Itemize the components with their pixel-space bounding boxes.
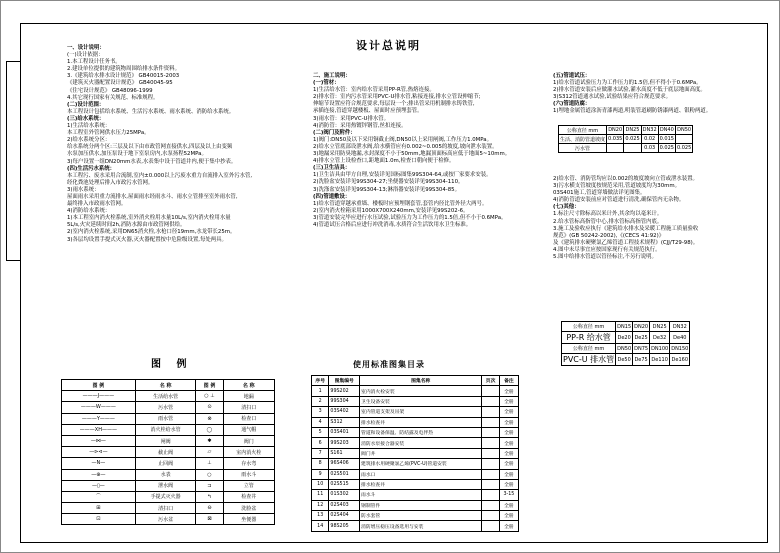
- slope-head-cell: 公称直径 mm: [559, 126, 607, 135]
- legend-name: 室内消火栓: [223, 447, 275, 458]
- legend-head-cell: 名 称: [223, 380, 275, 391]
- std-cell: 13: [312, 511, 329, 521]
- note-line: 2)排水管道安装后应做灌水试验,灌水高度不低于底层地面高度。: [553, 87, 706, 94]
- note-line: 规范》(GB 50242-2002),《(CECS 41:92)》: [553, 232, 665, 239]
- slope-head-cell: DN32: [642, 127, 657, 133]
- legend-name: 检查口: [223, 413, 275, 424]
- pipe-size-cell: De110: [650, 354, 670, 366]
- note-line: (一)设计依据：: [67, 52, 104, 59]
- note-line: 2)室内消火栓系统,采用DN65消火栓,水枪口径19mm,水龙带长25m。: [67, 229, 236, 236]
- pipe-row: [562, 354, 690, 366]
- std-cell: 5: [312, 427, 329, 437]
- std-cell: 卫生设备安装: [360, 396, 482, 406]
- test-notes-column: [553, 73, 711, 116]
- pipe-type-cell: PVC-U 排水管: [563, 355, 615, 364]
- pipe-size-cell: De40: [670, 332, 690, 344]
- std-cell: 全册: [499, 521, 518, 531]
- legend-symbol: —N—: [62, 458, 136, 469]
- legend-symbol: —⊕—: [62, 469, 136, 480]
- section-heading: (四)管道敷设：: [313, 193, 351, 200]
- legend-name: 清扫口: [135, 503, 196, 514]
- std-cell: [482, 479, 499, 489]
- note-line: 3)地漏采用防臭地漏,水封深度不小于50mm,地漏顶面标高应低于地面5~10mm。: [313, 151, 511, 158]
- note-line: 1)本工程室内消火栓系统,室外消火栓用水量10L/s,室内消火栓用水量: [67, 215, 231, 222]
- legend-symbol: ○ ⊥: [196, 391, 223, 402]
- std-cell: 全册: [499, 396, 518, 406]
- legend-row: [62, 424, 275, 435]
- note-line: 及《建筑排水硬聚氯乙烯管道工程技术规程》(CJJ/T29-98)。: [553, 239, 699, 246]
- legend-symbol: ⊞: [62, 503, 136, 514]
- std-row: [312, 459, 519, 469]
- legend-name: 污水管: [135, 402, 196, 413]
- legend-head-cell: 图 例: [62, 380, 136, 391]
- std-cell: 全册: [499, 438, 518, 448]
- pipe-type-cell: 公称直径 mm: [562, 322, 616, 332]
- std-cell: 99S202: [329, 386, 360, 396]
- slope-cell: 0.03: [641, 144, 658, 153]
- legend-symbol: ⊙: [196, 402, 223, 413]
- note-line: 水泵加压供水,加压泵设于地下室泵房内,水泵扬程52MPa。: [67, 151, 207, 158]
- legend-row: [62, 402, 275, 413]
- std-cell: 全册: [499, 427, 518, 437]
- std-cell: S161: [329, 448, 360, 458]
- slope-head-cell: DN50: [677, 127, 692, 133]
- legend-row: [62, 469, 275, 480]
- std-cell: S312: [329, 417, 360, 427]
- legend-title: 图 例: [151, 359, 193, 370]
- pipe-row: [562, 344, 690, 354]
- std-cell: 全册: [499, 459, 518, 469]
- std-cell: 6: [312, 438, 329, 448]
- std-cell: 03S402: [329, 407, 360, 417]
- note-line: 5.图中给排水管道以管径标注,不另行说明。: [553, 254, 657, 261]
- slope-table: [558, 125, 693, 153]
- section-heading: 二、施工说明：: [313, 73, 351, 79]
- section-heading: (四)生活污水系统：: [67, 165, 116, 172]
- std-cell: [482, 469, 499, 479]
- pipe-size-cell: De75: [633, 354, 650, 366]
- std-cell: [482, 386, 499, 396]
- note-line: 3.施工及验收应执行《建筑给水排水及采暖工程施工质量验收: [553, 225, 699, 232]
- std-cell: 14: [312, 521, 329, 531]
- slope-cell: 0.025: [659, 145, 674, 151]
- std-cell: 9: [312, 469, 329, 479]
- note-line: 伸缩节设置应符合规范要求,每层设一个;排出管采用机制排水铸铁管,: [313, 101, 475, 108]
- legend-symbol: ⊡: [62, 514, 136, 525]
- pipe-size-cell: De50: [616, 354, 633, 366]
- legend-head-cell: 名 称: [135, 380, 196, 391]
- section-heading: (三)给水系统：: [67, 115, 105, 122]
- std-cell: 1: [312, 386, 329, 396]
- legend-row: [62, 480, 275, 491]
- note-line: 3)洗涤盆安装详见99S304-13;淋浴器安装详见99S304-85。: [313, 186, 460, 193]
- legend-symbol: ◯: [196, 424, 223, 435]
- note-line: 1)生活给水系统：: [67, 123, 111, 130]
- pipe-size-cell: De32: [650, 332, 670, 344]
- note-line: 4.其它现行国家有关规范、标准规程。: [67, 94, 159, 101]
- legend-name: 雨水管: [135, 413, 196, 424]
- note-line: 经化粪池处理后排入市政污水管网。: [67, 179, 154, 186]
- note-line: 3)雨水系统：: [67, 186, 100, 193]
- section-heading: (三)卫生洁具：: [313, 165, 351, 172]
- note-line: 《住宅设计规范》 GB48096-1999: [67, 87, 153, 94]
- legend-name: 手提式灭火器: [135, 491, 196, 502]
- std-row: [312, 417, 519, 427]
- slope-cell: 0.02: [641, 135, 658, 144]
- std-cell: 11: [312, 490, 329, 500]
- note-line: 1)生活给水管：室内给水管采用PP-R管,热熔连接。: [313, 87, 435, 94]
- slope-cell: 0.025: [676, 145, 692, 151]
- note-line: 1.本工程设计任务书。: [67, 59, 121, 66]
- note-line: 本工程设计包括给水系统、生活污水系统、雨水系统、消防给水系统。: [67, 108, 235, 115]
- std-cell: 3-15: [499, 490, 518, 500]
- std-cell: [482, 448, 499, 458]
- std-head-row: [312, 376, 519, 386]
- std-cell: 02S403: [329, 500, 360, 510]
- std-cell: 全册: [499, 500, 518, 510]
- std-cell: 消防增压稳压设备选用与安装: [360, 521, 482, 531]
- legend-name: 生活给水管: [135, 391, 196, 402]
- pipe-size-cell: DN25: [650, 322, 670, 332]
- std-cell: 02S515: [329, 479, 360, 489]
- std-cell: 全册: [499, 386, 518, 396]
- note-line: 1)阀门:DN50及以下采用铜截止阀,DN50以上采用闸阀,工作压力1.0MPa。: [313, 136, 492, 143]
- pipe-size-table: [561, 321, 690, 366]
- std-cell: 96S406: [329, 459, 360, 469]
- note-line: 2)排水管：室内污水管采用PVC-U排水管,粘接连接,排水立管设伸缩节;: [313, 94, 481, 101]
- legend-table: [61, 379, 275, 525]
- note-line: 3)各层均设置手提式灭火器,灭火器配置按中危险级设置,每处两具。: [67, 236, 227, 243]
- legend-symbol: ⊐: [196, 480, 223, 491]
- note-line: 3)管道安装完毕应进行水压试验,试验压力为工作压力的1.5倍,但不小于0.6MPa。: [313, 214, 507, 221]
- std-cell: [482, 511, 499, 521]
- std-head-cell: 图集编号: [329, 376, 360, 386]
- legend-symbol: ⌒: [62, 491, 136, 502]
- legend-name: 闸阀: [135, 435, 196, 446]
- slope-head-cell: DN20: [608, 127, 623, 133]
- note-line: 4)消防给水系统：: [67, 208, 111, 215]
- note-line: 03S401施工,管道穿墙做法详见图集。: [553, 190, 646, 197]
- note-line: 4)管道试压合格后应进行冲洗消毒,水质符合生活饮用水卫生标准。: [313, 221, 472, 228]
- pipe-size-cell: DN50: [617, 345, 632, 352]
- legend-name: 立管: [223, 480, 275, 491]
- std-row: [312, 490, 519, 500]
- legend-name: 雨水斗: [223, 469, 275, 480]
- other-notes-column: [553, 176, 698, 261]
- note-line: 3.《建筑给水排水设计规范》 GB40015-2003: [67, 73, 180, 80]
- std-cell: 98S205: [329, 521, 360, 531]
- note-line: 本工程污、废水采用合流制,室内±0.000以上污废水重力自流排入室外污水管,: [67, 172, 253, 179]
- std-cell: [482, 417, 499, 427]
- legend-symbol: ○: [196, 469, 223, 480]
- pipe-type-cell: 公称直径 mm: [562, 344, 616, 354]
- pipe-size-cell: De20: [616, 332, 633, 344]
- std-cell: [482, 500, 499, 510]
- std-cell: 01S302: [329, 490, 360, 500]
- std-cell: [482, 396, 499, 406]
- legend-symbol: —⋈—: [62, 435, 136, 446]
- pipe-size-cell: DN32: [670, 322, 690, 332]
- std-cell: 全册: [499, 417, 518, 427]
- legend-symbol: ↰: [196, 491, 223, 502]
- note-line: 4.图中未尽事宜应按国家现行有关规范执行。: [553, 246, 661, 253]
- std-row: [312, 386, 519, 396]
- legend-symbol: ✱: [196, 435, 223, 446]
- legend-name: 消火栓给水管: [135, 424, 196, 435]
- pipe-size-cell: De160: [670, 354, 690, 366]
- construction-notes-column: [313, 73, 510, 229]
- pipe-size-cell: DN20: [634, 323, 649, 330]
- legend-row: [62, 491, 275, 502]
- section-heading: 一、设计说明：: [67, 45, 105, 51]
- legend-symbol: ▱: [196, 447, 223, 458]
- note-line: 3)雨水管：采用PVC-U排水管。: [313, 115, 390, 122]
- std-row: [312, 427, 519, 437]
- std-cell: 10: [312, 479, 329, 489]
- standards-table: [311, 375, 519, 532]
- std-cell: 全册: [499, 407, 518, 417]
- legend-name: 阀门: [223, 435, 275, 446]
- std-cell: 99S304: [329, 396, 360, 406]
- legend-row: [62, 447, 275, 458]
- std-head-cell: 图集名称: [360, 376, 482, 386]
- legend-head-row: [62, 380, 275, 391]
- slope-cell: [675, 135, 692, 144]
- note-line: 《建筑灭火器配置设计规范》 GB40045-95: [67, 80, 173, 87]
- note-line: 最终排入市政雨水管网。: [67, 201, 127, 208]
- legend-head-cell: 图 例: [196, 380, 223, 391]
- pipe-size-cell: DN75: [634, 345, 649, 352]
- note-line: 1)给水管道穿越承重墙、楼板时应预埋钢套管,套管内径比管外径大两号。: [313, 200, 488, 207]
- section-heading: (五)管道试压：: [553, 73, 591, 79]
- legend-name: 截止阀: [135, 447, 196, 458]
- slope-cell: 0.035: [608, 136, 623, 142]
- legend-name: 污水盆: [135, 514, 196, 525]
- std-cell: 管道和设备保温、防结露及电伴热: [360, 427, 482, 437]
- std-cell: 室内管道支架及吊架: [360, 407, 482, 417]
- std-cell: 3: [312, 407, 329, 417]
- note-line: 给水系统分两个区:三层及以下由市政管网直接供水,四层及以上由变频: [67, 144, 233, 151]
- page-title: 设计总说明: [356, 39, 421, 52]
- note-line: 4)排水立管上设检查口,距地面1.0m,检查口朝向便于检修。: [313, 158, 455, 165]
- legend-name: 坐便器: [223, 514, 275, 525]
- std-cell: [482, 427, 499, 437]
- std-row: [312, 479, 519, 489]
- legend-name: 止回阀: [135, 458, 196, 469]
- std-cell: 7: [312, 448, 329, 458]
- note-line: 承插连接,管道穿越楼板、屋面时应预埋套管。: [313, 108, 423, 115]
- legend-row: [62, 391, 275, 402]
- std-cell: 雨水口: [360, 469, 482, 479]
- legend-symbol: ———W———: [62, 402, 136, 413]
- legend-symbol: —▯—: [62, 480, 136, 491]
- std-cell: 室内消火栓安装: [360, 386, 482, 396]
- legend-row: [62, 503, 275, 514]
- std-cell: 全册: [499, 479, 518, 489]
- note-line: 4)消防管：采用热镀锌钢管,丝扣连接。: [313, 122, 407, 129]
- legend-symbol: —⊳⊲—: [62, 447, 136, 458]
- std-cell: 建筑排水用硬聚氯乙烯(PVC-U)管道安装: [360, 459, 482, 469]
- note-line: 2)给水系统分区：: [67, 137, 111, 144]
- slope-row: [559, 144, 693, 153]
- std-cell: 全册: [499, 448, 518, 458]
- note-line: 1)卫生洁具由甲方自理,安装详见国标图集99S304-64,或按厂家要求安装。: [313, 172, 492, 179]
- note-line: 本工程室外管网供水压力25MPa。: [67, 130, 150, 137]
- legend-name: 存水弯: [223, 458, 275, 469]
- std-cell: 消防水泵接合器安装: [360, 438, 482, 448]
- slope-table-head: [559, 126, 693, 135]
- section-heading: (一)管材：: [313, 80, 340, 87]
- note-line: 2.给水管标高指管中心,排水管标高指管内底。: [553, 218, 663, 225]
- legend-symbol: ———J———: [62, 391, 136, 402]
- legend-row: [62, 413, 275, 424]
- section-heading: (七)其他：: [553, 204, 580, 211]
- legend-row: [62, 514, 275, 525]
- pipe-size-cell: DN100: [651, 345, 669, 352]
- standards-title: 使用标准图集目录: [353, 360, 425, 369]
- legend-symbol: ———XH———: [62, 424, 136, 435]
- std-head-cell: 序号: [312, 376, 329, 386]
- note-line: 3)S312管道通水试验,试验结果应符合规范要求。: [553, 94, 671, 101]
- std-row: [312, 511, 519, 521]
- note-line: 2)室内消火栓箱采用1000X700X240mm,安装详见99S202-6。: [313, 207, 469, 214]
- legend-name: 检查井: [223, 491, 275, 502]
- pipe-type-cell: PP-R 给水管: [562, 332, 616, 344]
- std-row: [312, 438, 519, 448]
- note-line: 2.建设单位提供的建筑物周围给排水条件资料。: [67, 66, 180, 73]
- std-cell: [482, 438, 499, 448]
- pipe-size-cell: DN150: [671, 345, 689, 352]
- legend-symbol: ⊗: [196, 413, 223, 424]
- note-line: 3)每户设置一组DN20mm水表,水表集中设于管道井内,便于集中抄表。: [67, 158, 237, 165]
- note-line: 1)埋地金属管道涂沥青漆两道,明装管道刷防锈漆两道、银粉两道。: [553, 108, 712, 115]
- std-head-cell: 页次: [482, 376, 499, 386]
- std-cell: 2: [312, 396, 329, 406]
- legend-name: 清扫口: [223, 402, 275, 413]
- design-notes-column: [67, 45, 252, 244]
- legend-symbol: ⊖: [196, 503, 223, 514]
- std-cell: 排水检查井: [360, 479, 482, 489]
- std-cell: 4: [312, 417, 329, 427]
- note-line: 2)给水管、消防管均应以0.002的坡度坡向立管或泄水装置。: [553, 176, 698, 182]
- pipe-row: [562, 322, 690, 332]
- std-row: [312, 448, 519, 458]
- std-cell: [482, 490, 499, 500]
- legend-name: 泄水阀: [135, 480, 196, 491]
- std-row: [312, 396, 519, 406]
- std-cell: 全册: [499, 469, 518, 479]
- legend-symbol: ———Y———: [62, 413, 136, 424]
- pipe-size-cell: De25: [633, 332, 650, 344]
- slope-cell: 污水管: [559, 144, 607, 153]
- std-row: [312, 469, 519, 479]
- note-line: 1)给水管道试验压力为工作压力的1.5倍,但不得小于0.6MPa。: [553, 80, 702, 87]
- pipe-row: [562, 332, 690, 344]
- std-cell: 雨水斗: [360, 490, 482, 500]
- note-line: 3)污水横支管坡度按规范采用,管道坡度均为30mm。: [553, 183, 681, 190]
- std-cell: [482, 459, 499, 469]
- note-line: 1.标注尺寸除标高以米计外,其余均以毫米计。: [553, 211, 663, 218]
- legend-row: [62, 435, 275, 446]
- section-heading: (六)管道防腐：: [553, 101, 591, 108]
- section-heading: (二)设计范围：: [67, 101, 105, 108]
- note-line: 2)给水立管底部设泄水阀,给水横管应有0.002~0.005的坡度,坡向泄水装置。: [313, 143, 498, 150]
- std-cell: 12: [312, 500, 329, 510]
- slope-cell: 0.025: [625, 136, 640, 142]
- section-heading: (二)阀门及附件：: [313, 129, 356, 136]
- std-cell: 02S404: [329, 511, 360, 521]
- slope-cell: [624, 144, 641, 153]
- legend-name: 洗脸盆: [223, 503, 275, 514]
- legend-symbol: ⊥: [196, 458, 223, 469]
- slope-cell: 0.015: [659, 136, 674, 142]
- note-line: 2)洗脸盆安装详见99S304-27;坐便器安装详见99S304-110。: [313, 179, 464, 186]
- std-row: [312, 521, 519, 531]
- std-cell: 防水套管: [360, 511, 482, 521]
- std-cell: 03S401: [329, 427, 360, 437]
- std-cell: 钢制管件: [360, 500, 482, 510]
- note-line: 屋面雨水采用重力流排水,屋面雨水经雨水斗、雨水立管排至室外雨水管,: [67, 193, 238, 200]
- std-cell: 全册: [499, 511, 518, 521]
- std-cell: 阀门井: [360, 448, 482, 458]
- slope-head-cell: DN40: [659, 127, 674, 133]
- slope-row: [559, 135, 693, 144]
- std-cell: 02S501: [329, 469, 360, 479]
- slope-cell: 生活、消防管道坡度: [560, 136, 606, 143]
- std-row: [312, 407, 519, 417]
- std-cell: 99S203: [329, 438, 360, 448]
- std-cell: [482, 407, 499, 417]
- note-line: 5L/s,火灾延续时间2h,消防水源由市政管网供给。: [67, 222, 186, 229]
- slope-head-cell: DN25: [625, 127, 640, 133]
- std-cell: 排水检查井: [360, 417, 482, 427]
- std-cell: [482, 521, 499, 531]
- legend-symbol: ⊠: [196, 514, 223, 525]
- note-line: 4)消防管道安装前应对管道进行清洗,确保管内无杂物。: [553, 197, 685, 204]
- slope-cell: [607, 144, 624, 153]
- pipe-size-cell: DN15: [617, 323, 632, 330]
- legend-name: 通气帽: [223, 424, 275, 435]
- legend-name: 水表: [135, 469, 196, 480]
- std-row: [312, 500, 519, 510]
- legend-name: 地漏: [223, 391, 275, 402]
- std-head-cell: 备注: [499, 376, 518, 386]
- side-title-strip: [6, 61, 20, 261]
- std-cell: 8: [312, 459, 329, 469]
- legend-row: [62, 458, 275, 469]
